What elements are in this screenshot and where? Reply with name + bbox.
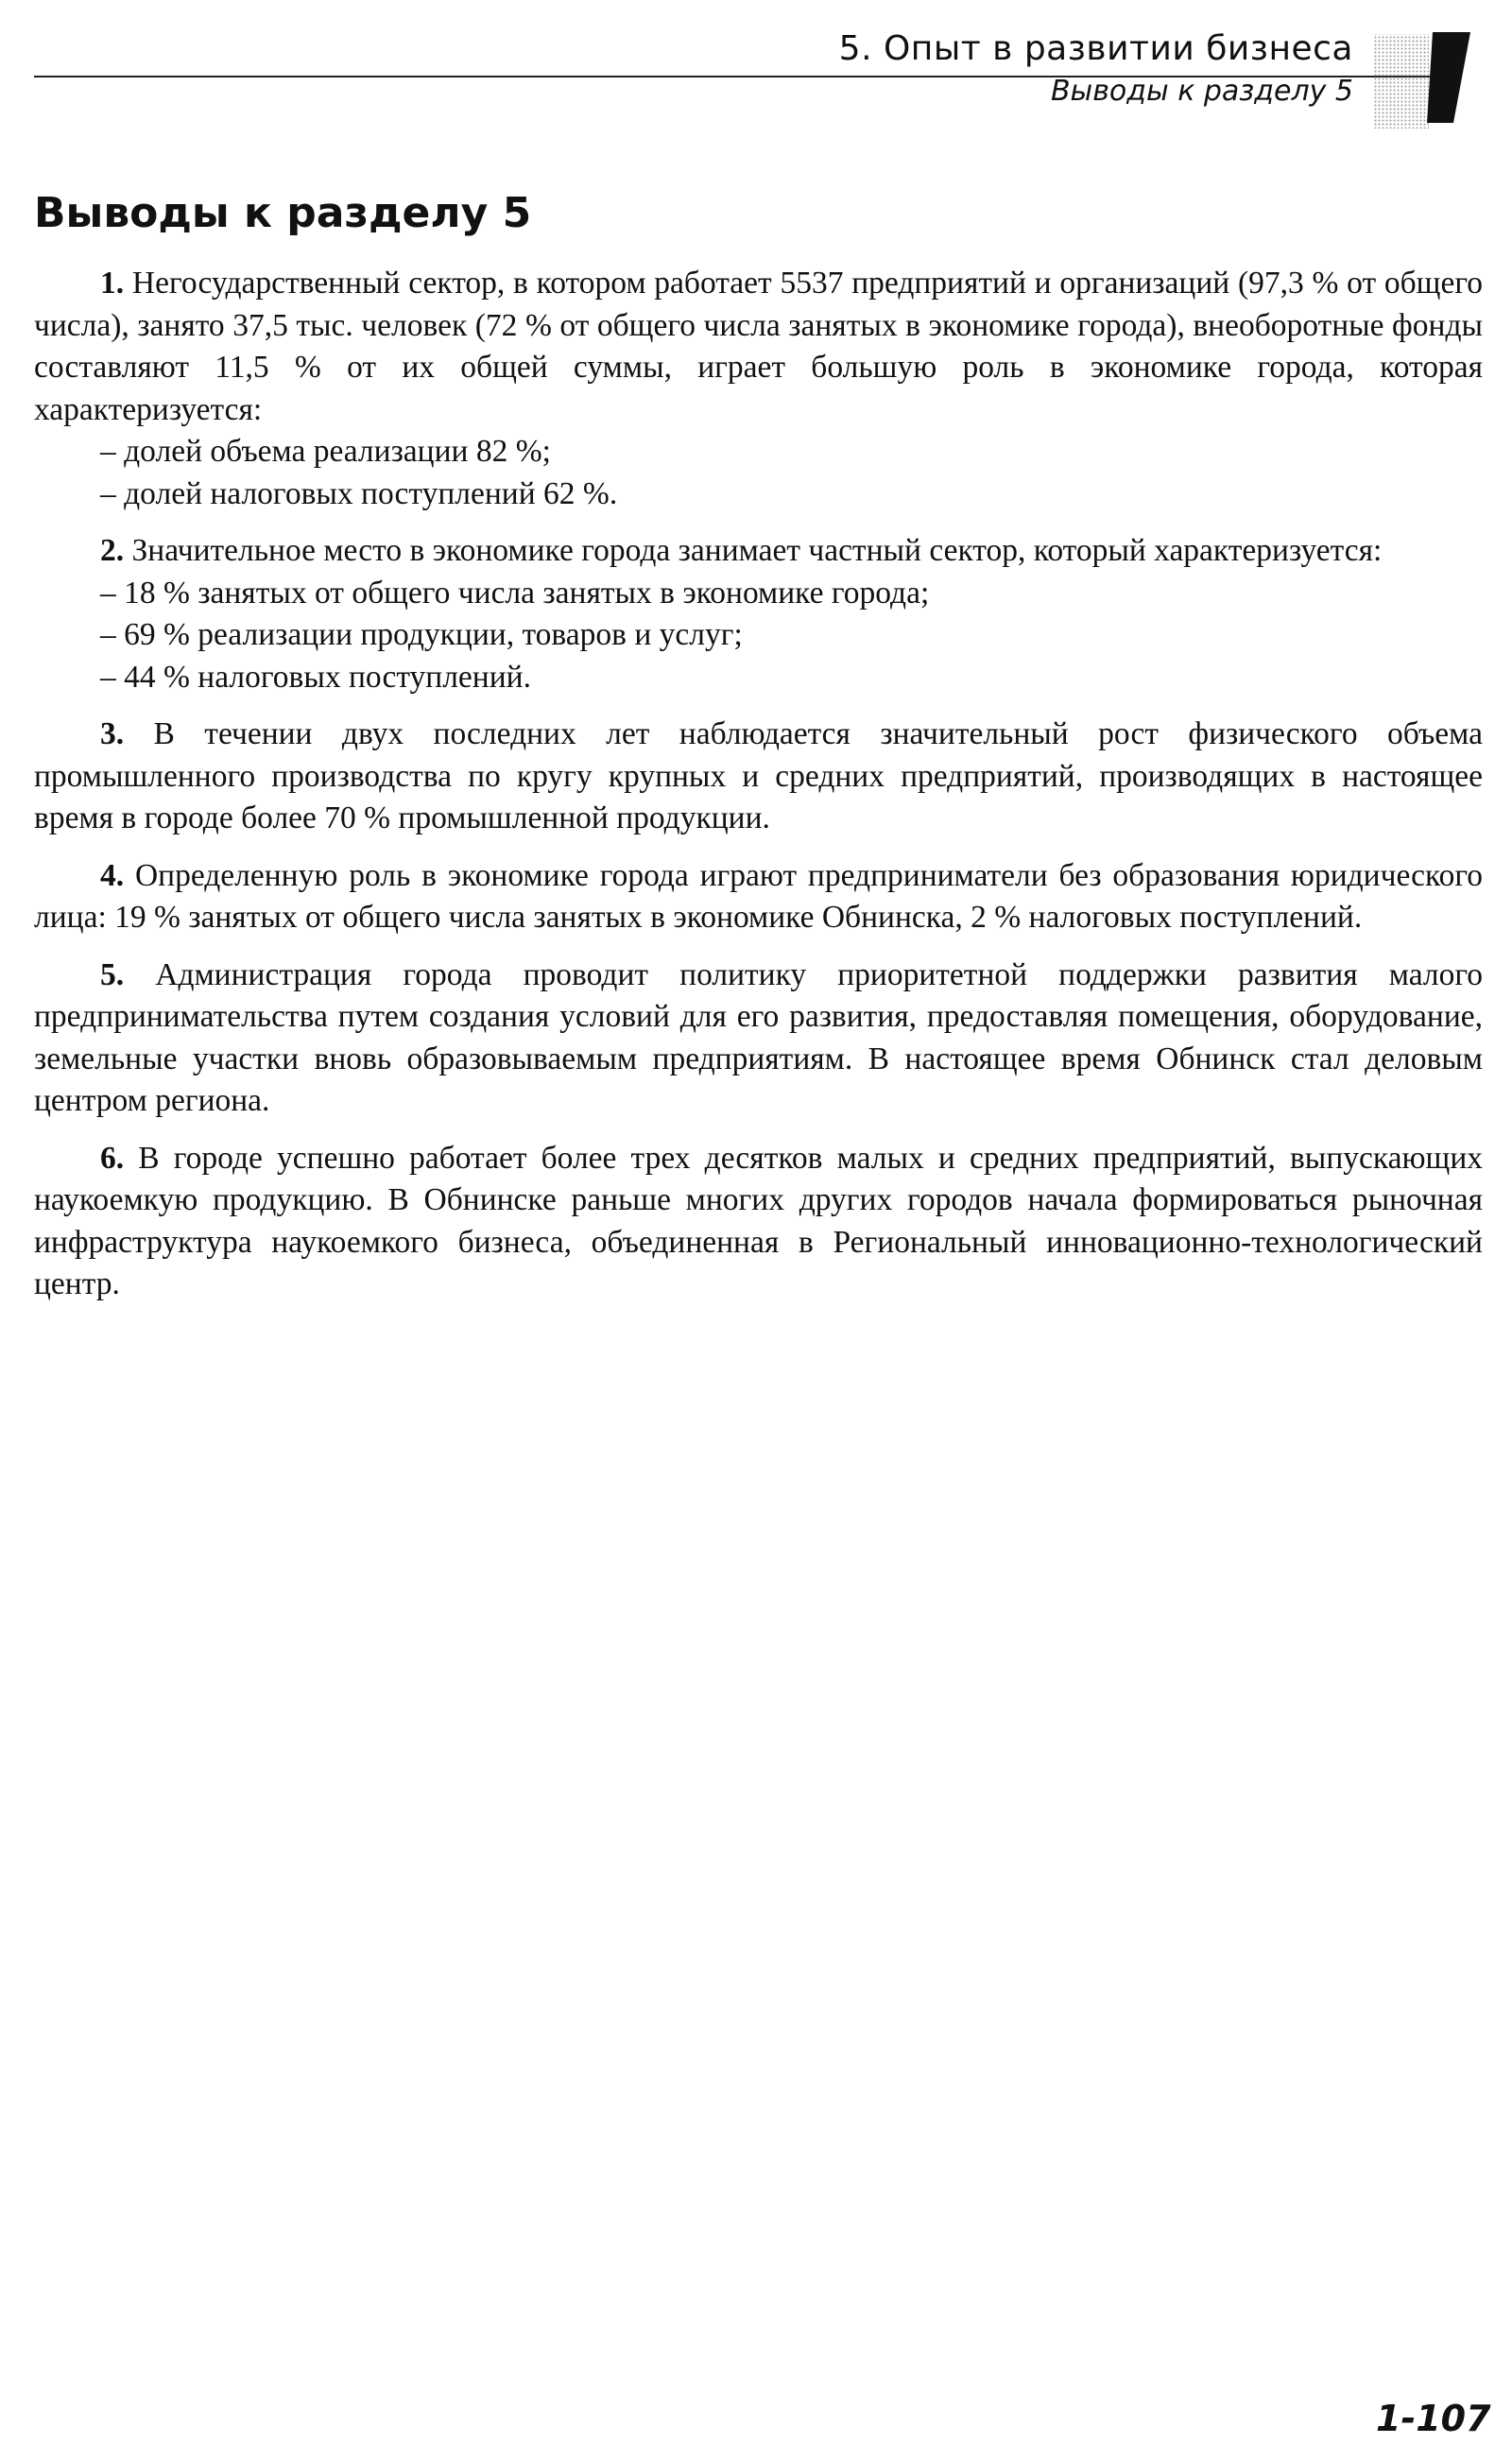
conclusion-item xyxy=(34,855,1483,939)
chapter-title: 5. Опыт в развитии бизнеса xyxy=(838,29,1353,68)
tab-numeral-shape xyxy=(1427,32,1470,123)
item-number: 1. xyxy=(100,266,125,301)
conclusion-paragraph xyxy=(34,855,1483,939)
page-number: 1-107 xyxy=(1376,2398,1491,2439)
conclusion-item xyxy=(34,714,1483,840)
section-subtitle: Выводы к разделу 5 xyxy=(1050,75,1353,108)
item-text: В городе успешно работает более трех десятков малых и средних предприятий, выпускающих наукоемкую продукцию. В Обнинске раньше многих других городов начала формироваться рыночная инфраструктура наукоемкого бизнеса, объединенная в Региональный инновационно-технологический центр. xyxy=(34,1140,1484,1301)
header-rule xyxy=(34,76,1433,77)
bullet-item: – 69 % реализации продукции, товаров и услуг; xyxy=(34,614,1483,657)
conclusion-paragraph xyxy=(34,530,1483,573)
item-text: Значительное место в экономике города занимает частный сектор, который характеризуется: xyxy=(131,533,1383,568)
conclusion-item xyxy=(34,1138,1483,1306)
conclusion-paragraph xyxy=(34,263,1483,431)
bullet-item: – долей объема реализации 82 %; xyxy=(34,431,1483,473)
running-header xyxy=(839,26,1353,112)
tab-shading xyxy=(1374,34,1429,129)
item-text: Администрация города проводит политику приоритетной поддержки развития малого предпринимательства путем создания условий для его развития, предоставляя помещения, оборудование, земельные участки вновь образовываемым предприятиям. В настоящее время Обнинск стал деловым центром региона. xyxy=(34,956,1483,1118)
item-number: 4. xyxy=(100,857,125,893)
chapter-tab-mark xyxy=(1370,28,1484,132)
conclusion-paragraph xyxy=(34,1138,1483,1306)
bullet-item: – 44 % налоговых поступлений. xyxy=(34,657,1483,699)
bullet-list xyxy=(34,431,1483,515)
item-text: Определенную роль в экономике города играют предприниматели без образования юридического лица: 19 % занятых от общего числа занятых в экономике Обнинска, 2 % налоговых поступлений. xyxy=(34,857,1484,935)
conclusion-item xyxy=(34,955,1483,1123)
bullet-list xyxy=(34,573,1483,699)
page-title: Выводы к разделу 5 xyxy=(34,189,532,237)
conclusions-list xyxy=(34,263,1483,1321)
conclusion-item xyxy=(34,263,1483,515)
item-text: В течении двух последних лет наблюдается значительный рост физического объема промышленного производства по кругу крупных и средних предприятий, производящих в настоящее время в городе более 70 % промышленной продукции. xyxy=(34,716,1483,835)
item-number: 2. xyxy=(100,533,125,568)
item-number: 3. xyxy=(100,716,125,751)
item-text: Негосударственный сектор, в котором работает 5537 предприятий и организаций (97,3 % от общего числа), занято 37,5 тыс. человек (72 % от общего числа занятых в экономике города), внеоборотные фонды составляют 11,5 % от их общей суммы, играет большую роль в экономике города, которая характеризуется: xyxy=(34,266,1483,427)
conclusion-item xyxy=(34,530,1483,698)
conclusion-paragraph xyxy=(34,955,1483,1123)
item-number: 5. xyxy=(100,956,125,992)
item-number: 6. xyxy=(100,1140,125,1176)
conclusion-paragraph xyxy=(34,714,1483,840)
bullet-item: – 18 % занятых от общего числа занятых в экономике города; xyxy=(34,573,1483,615)
bullet-item: – долей налоговых поступлений 62 %. xyxy=(34,473,1483,516)
